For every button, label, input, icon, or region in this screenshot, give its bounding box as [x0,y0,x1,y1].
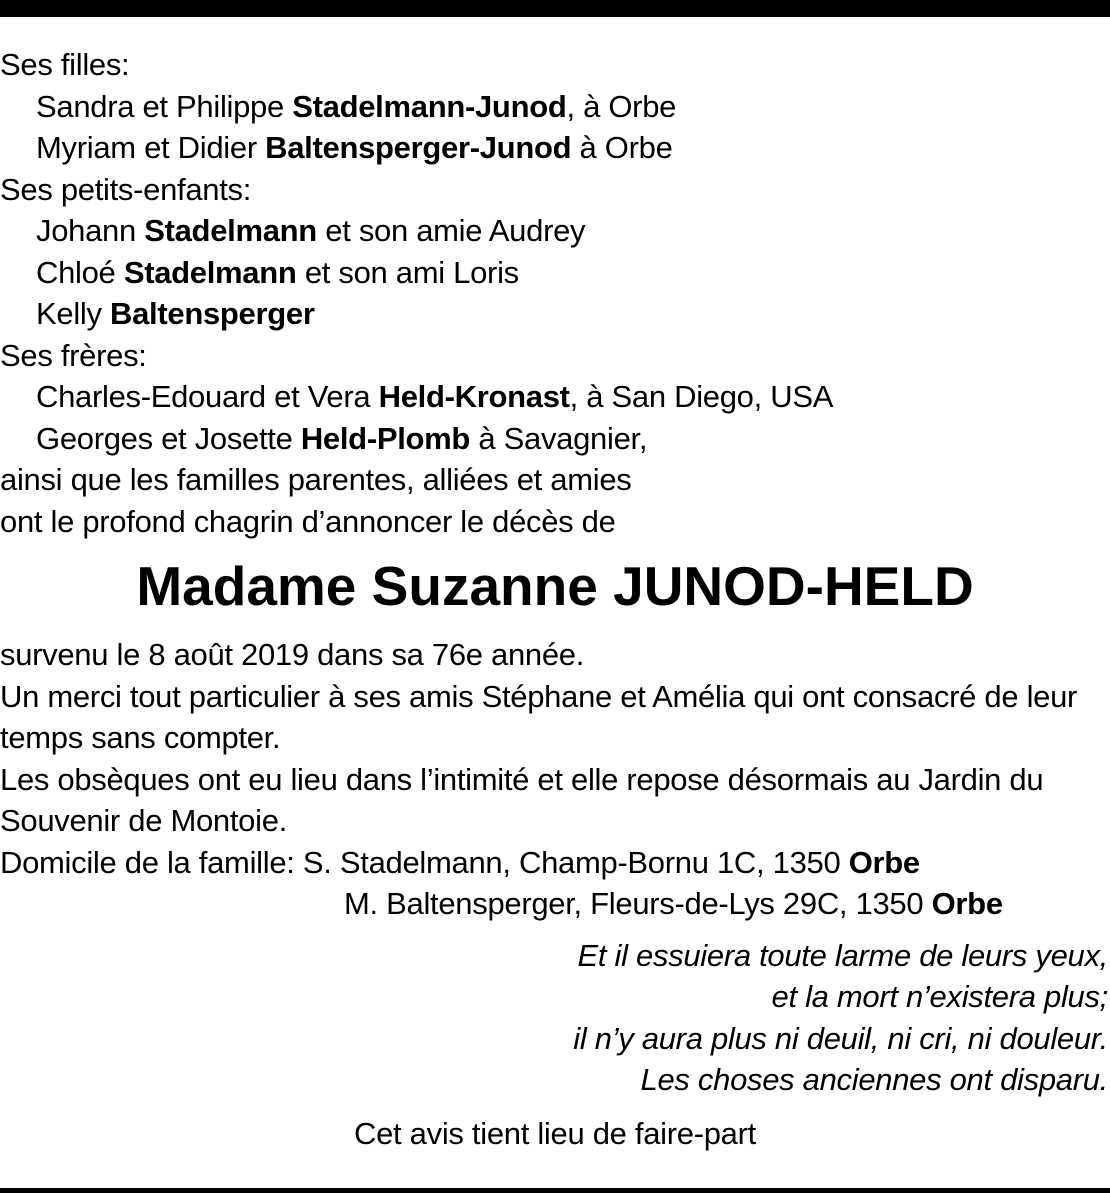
closing-line: Cet avis tient lieu de faire-part [354,1115,756,1151]
death-date-line: survenu le 8 août 2019 dans sa 76e année. [0,637,585,672]
grandchildren-heading: Ses petits-enfants: [0,171,252,207]
family-name: Stadelmann-Junod [292,88,567,124]
address-text: S. Stadelmann, Champ-Bornu 1C, 1350 [302,844,849,880]
family-name: Baltensperger [110,296,315,331]
grandchild-entry: Johann Stadelmann et son amie Audrey [36,213,586,248]
address-city: Orbe [931,886,1003,921]
family-name: Held-Kronast [378,379,570,414]
top-rule [0,0,1110,17]
domicile-line-2 [0,883,1110,925]
bible-verse [0,935,1110,1101]
brother-entry: Georges et Josette Held-Plomb à Savagnier, [36,420,648,456]
obituary-notice [0,44,1110,1154]
thanks-paragraph: Un merci tout particulier à ses amis Stéphane et Amélia qui ont consacré de leur temps sans compter. [0,678,1078,755]
verse-line: Les choses anciennes ont disparu. [640,1062,1108,1097]
bottom-rule [0,1188,1110,1193]
family-name: Held-Plomb [300,420,471,456]
grandchild-entry: Kelly Baltensperger [36,296,315,331]
family-name: Baltensperger-Junod [265,130,572,165]
address-text: M. Baltensperger, Fleurs-de-Lys 29C, 1350 [344,886,932,921]
daughters-heading: Ses filles: [0,47,130,82]
brother-entry: Charles-Edouard et Vera Held-Kronast, à San Diego, USA [36,379,834,414]
brothers-heading: Ses frères: [0,337,147,373]
domicile-line [0,842,1110,884]
verse-line: il n’y aura plus ni deuil, ni cri, ni douleur. [573,1020,1108,1056]
family-name: Stadelmann [123,254,297,290]
domicile-label: Domicile de la famille: [0,844,303,880]
address-city: Orbe [848,844,920,880]
family-name: Stadelmann [144,213,317,248]
families-line: ainsi que les familles parentes, alliées et amies [0,462,632,497]
daughter-entry: Myriam et Didier Baltensperger-Junod à Orbe [36,130,673,165]
daughter-entry: Sandra et Philippe Stadelmann-Junod, à Orbe [36,88,677,124]
deceased-name: Madame Suzanne JUNOD-HELD [136,555,974,617]
funeral-paragraph: Les obsèques ont eu lieu dans l’intimité et elle repose désormais au Jardin du Souvenir de Montoie. [0,761,1044,838]
verse-line: et la mort n’existera plus; [771,979,1108,1014]
verse-line: Et il essuiera toute larme de leurs yeux, [577,937,1108,973]
announce-line: ont le profond chagrin d’annoncer le décès de [0,503,616,539]
grandchild-entry: Chloé Stadelmann et son ami Loris [36,254,519,290]
